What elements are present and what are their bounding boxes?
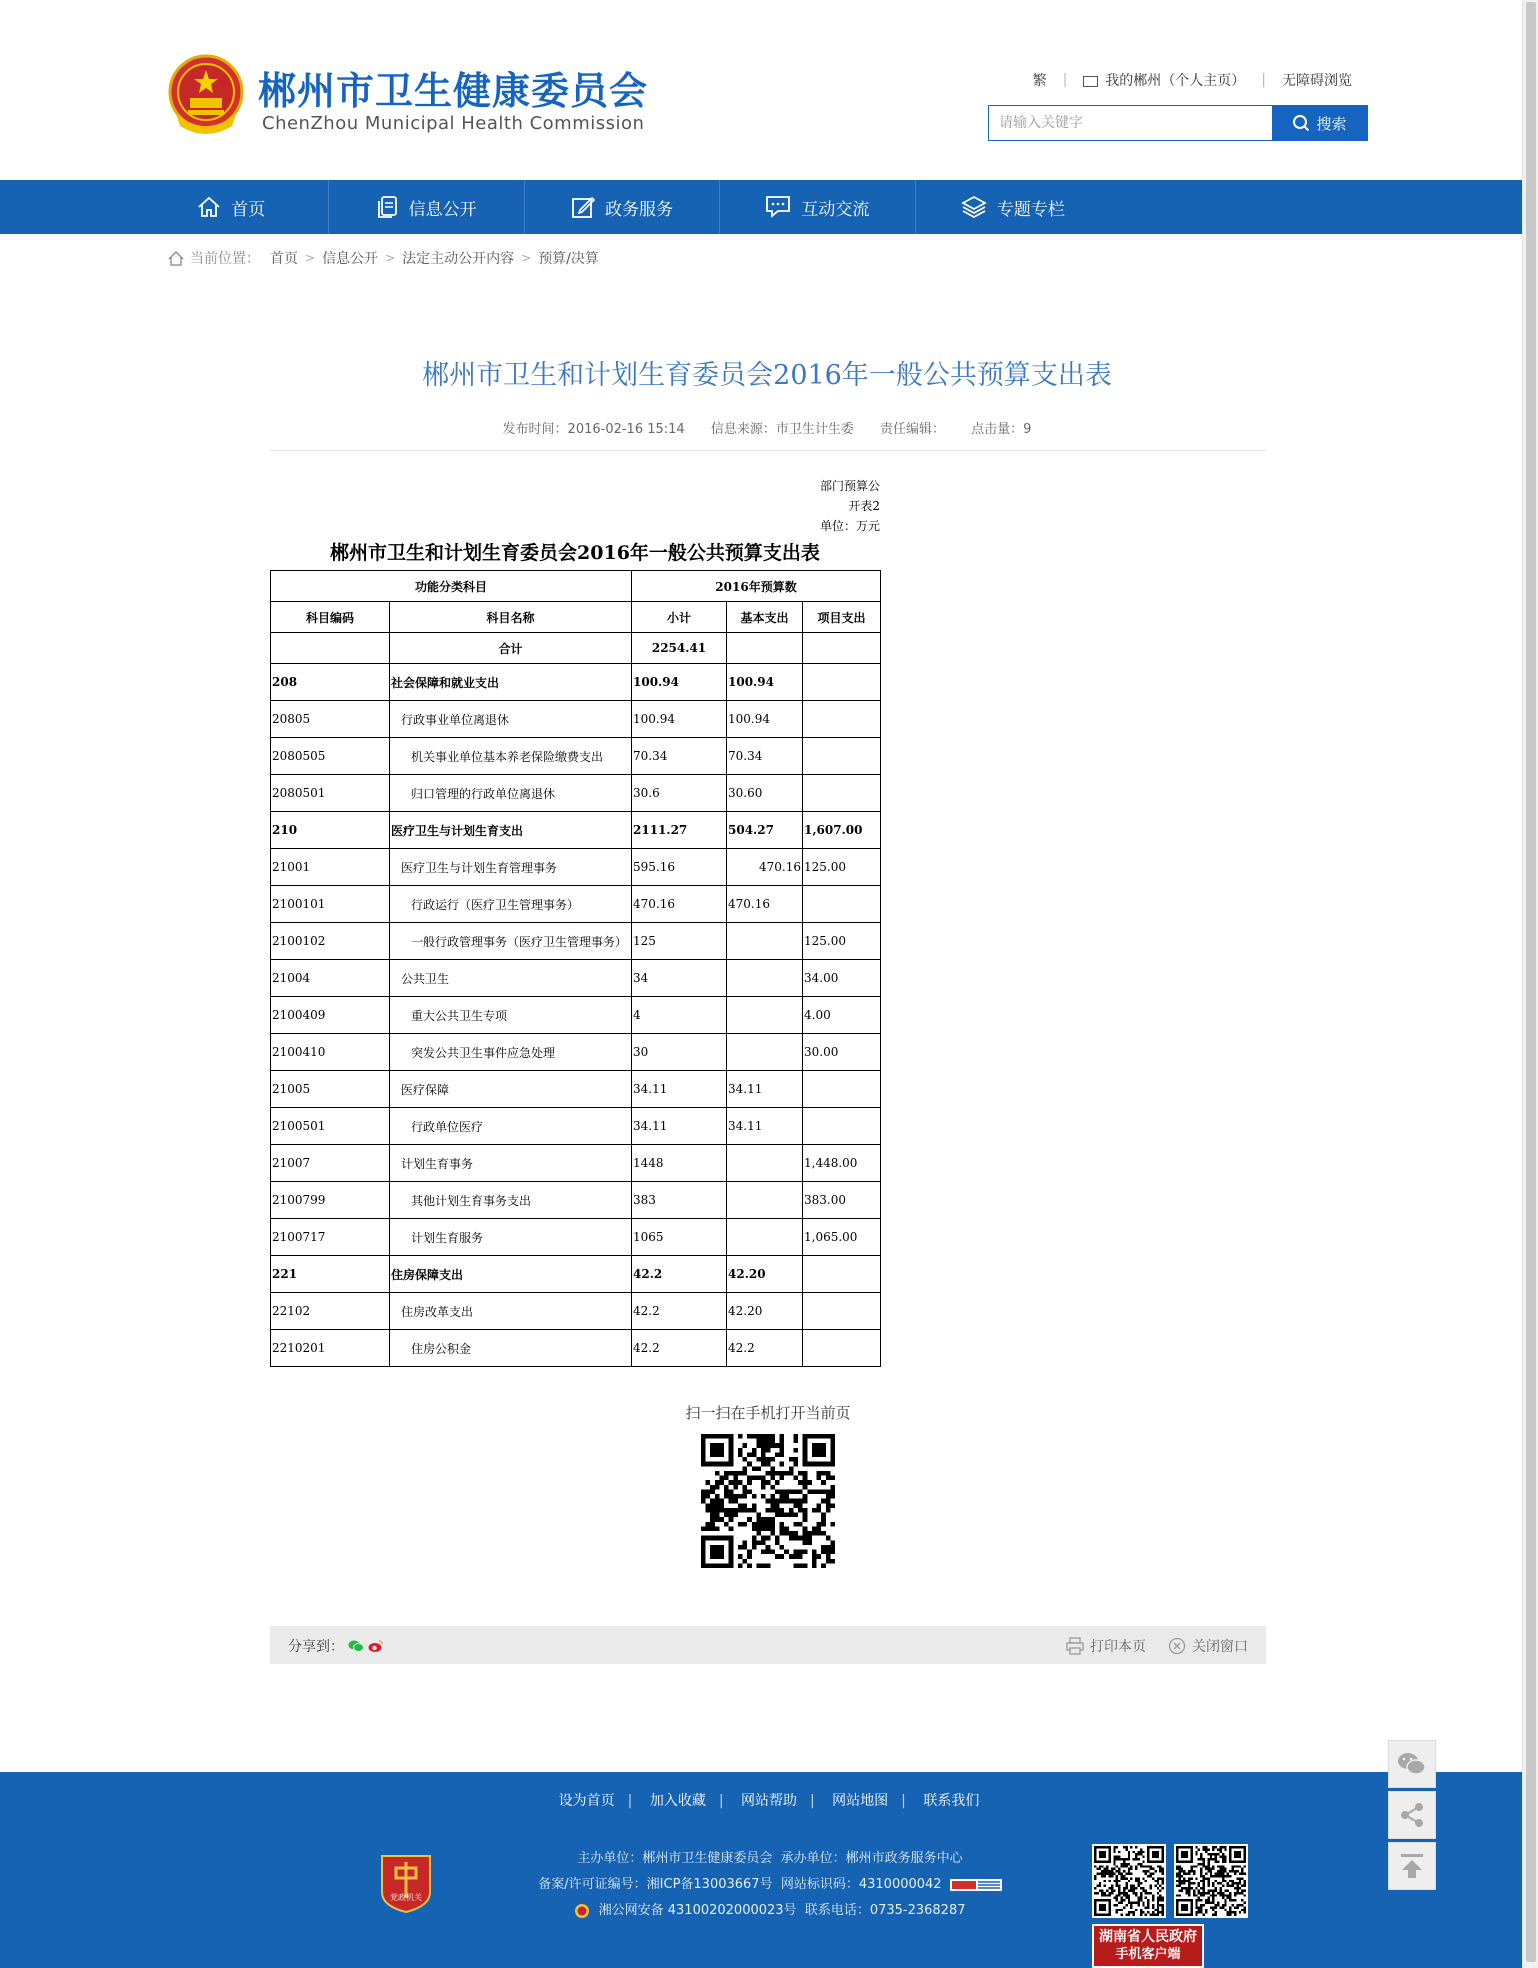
cell-basic: 100.94 — [727, 664, 803, 701]
cell-subtotal: 100.94 — [632, 701, 727, 738]
cell-code: 2100409 — [271, 997, 390, 1034]
breadcrumb-info-public[interactable]: 信息公开 — [322, 251, 379, 267]
cell-name: 社会保障和就业支出 — [390, 664, 632, 701]
print-label: 打印本页 — [1090, 1639, 1146, 1655]
table-row — [271, 1034, 881, 1071]
cell-project — [803, 1293, 881, 1330]
cell-project: 1,065.00 — [803, 1219, 881, 1256]
nav-label: 互动交流 — [801, 199, 870, 220]
police-badge-icon — [574, 1903, 590, 1919]
cell-code: 208 — [271, 664, 390, 701]
chevron-right-icon: > — [521, 251, 532, 265]
search-button-label: 搜索 — [1316, 114, 1347, 133]
cell-name: 医疗卫生与计划生育支出 — [390, 812, 632, 849]
table-row — [271, 923, 881, 960]
float-wechat-button[interactable] — [1388, 1740, 1436, 1788]
cell-project — [803, 738, 881, 775]
divider: | — [901, 1793, 906, 1809]
cell-name: 行政运行（医疗卫生管理事务） — [390, 886, 632, 923]
search-box — [988, 105, 1368, 141]
cell-subtotal: 42.2 — [632, 1330, 727, 1367]
search-input[interactable] — [989, 106, 1272, 140]
cell-subtotal: 125 — [632, 923, 727, 960]
cell-code: 2210201 — [271, 1330, 390, 1367]
qr-code-icon — [701, 1434, 835, 1568]
cell-code: 2100717 — [271, 1219, 390, 1256]
edit-icon — [571, 195, 595, 219]
home-icon — [197, 196, 221, 218]
cell-basic — [727, 997, 803, 1034]
cell-project: 125.00 — [803, 923, 881, 960]
accessible-browse-link[interactable]: 无障碍浏览 — [1282, 73, 1352, 89]
nav-label: 首页 — [231, 199, 266, 220]
cell-name: 重大公共卫生专项 — [390, 997, 632, 1034]
cell-project: 383.00 — [803, 1182, 881, 1219]
cell-project: 34.00 — [803, 960, 881, 997]
page-scrollbar[interactable] — [1522, 0, 1538, 1968]
total-row — [271, 633, 881, 664]
cell-project: 1,607.00 — [803, 812, 881, 849]
cell-project — [803, 701, 881, 738]
cell-project: 1,448.00 — [803, 1145, 881, 1182]
top-links — [1033, 70, 1352, 90]
view-count: 点击量：9 — [971, 422, 1032, 437]
national-emblem-icon — [168, 54, 244, 136]
party-government-badge[interactable] — [378, 1852, 434, 1914]
cell-basic: 42.2 — [727, 1330, 803, 1367]
float-share-button[interactable] — [1388, 1791, 1436, 1839]
cell-subtotal: 383 — [632, 1182, 727, 1219]
site-footer — [0, 1772, 1522, 1968]
cell-project — [803, 1071, 881, 1108]
cell-project: 30.00 — [803, 1034, 881, 1071]
cell-name: 医疗卫生与计划生育管理事务 — [390, 849, 632, 886]
total-code — [271, 633, 390, 664]
my-chenzhou-link[interactable]: 我的郴州（个人主页） — [1105, 73, 1246, 89]
cell-subtotal: 595.16 — [632, 849, 727, 886]
site-header — [0, 0, 1522, 180]
layers-icon — [961, 195, 987, 219]
table-row — [271, 812, 881, 849]
divider: | — [810, 1793, 815, 1809]
table-row — [271, 997, 881, 1034]
table-header-row — [271, 571, 881, 602]
cell-name: 计划生育服务 — [390, 1219, 632, 1256]
table-row — [271, 960, 881, 997]
cell-subtotal: 470.16 — [632, 886, 727, 923]
cell-name: 行政单位医疗 — [390, 1108, 632, 1145]
cell-project — [803, 1108, 881, 1145]
cell-code: 210 — [271, 812, 390, 849]
table-row — [271, 664, 881, 701]
total-label: 合计 — [390, 633, 632, 664]
cell-code: 2100101 — [271, 886, 390, 923]
weibo-icon[interactable] — [368, 1639, 384, 1653]
gov-badge-line: 手机客户端 — [1115, 1947, 1181, 1962]
cell-name: 突发公共卫生事件应急处理 — [390, 1034, 632, 1071]
col-code: 科目编码 — [271, 602, 390, 633]
footer-info — [500, 1846, 1040, 1924]
cell-project: 125.00 — [803, 849, 881, 886]
print-icon — [1066, 1637, 1084, 1655]
cell-basic — [727, 923, 803, 960]
host-unit: 主办单位：郴州市卫生健康委员会 — [577, 1851, 773, 1866]
cell-subtotal: 1065 — [632, 1219, 727, 1256]
cell-name: 归口管理的行政单位离退休 — [390, 775, 632, 812]
cell-name: 住房公积金 — [390, 1330, 632, 1367]
cell-code: 22102 — [271, 1293, 390, 1330]
col-basic: 基本支出 — [727, 602, 803, 633]
responsible-editor: 责任编辑： — [880, 422, 946, 437]
publish-time: 发布时间：2016-02-16 15:14 — [502, 422, 685, 437]
footer-qr-app — [1174, 1844, 1248, 1918]
table-row — [271, 1293, 881, 1330]
undertake-unit: 承办单位：郴州市政务服务中心 — [780, 1851, 963, 1866]
search-button[interactable] — [1272, 106, 1367, 140]
table-row — [271, 1108, 881, 1145]
table-row — [271, 1145, 881, 1182]
col-subtotal: 小计 — [632, 602, 727, 633]
divider — [270, 450, 1266, 451]
breadcrumb — [168, 248, 599, 268]
document-icon — [377, 195, 399, 219]
nav-item-home[interactable] — [134, 180, 329, 234]
close-icon — [1168, 1637, 1186, 1655]
cell-code: 221 — [271, 1256, 390, 1293]
nav-label: 政务服务 — [605, 199, 674, 220]
cell-basic — [727, 1219, 803, 1256]
cell-name: 行政事业单位离退休 — [390, 701, 632, 738]
cell-basic: 470.16 — [727, 849, 803, 886]
doc-note-line: 单位：万元 — [819, 519, 880, 533]
cell-basic: 470.16 — [727, 886, 803, 923]
cell-code: 2100799 — [271, 1182, 390, 1219]
site-verify-icon[interactable] — [950, 1879, 1002, 1891]
wechat-icon[interactable] — [348, 1639, 364, 1653]
cell-name: 计划生育事务 — [390, 1145, 632, 1182]
info-source: 信息来源：市卫生计生委 — [710, 422, 854, 437]
col-project: 项目支出 — [803, 602, 881, 633]
cell-name: 住房保障支出 — [390, 1256, 632, 1293]
cell-code: 21007 — [271, 1145, 390, 1182]
close-label: 关闭窗口 — [1192, 1639, 1248, 1655]
table-row — [271, 886, 881, 923]
cell-subtotal: 34.11 — [632, 1071, 727, 1108]
cell-project — [803, 664, 881, 701]
table-row — [271, 701, 881, 738]
total-project — [803, 633, 881, 664]
cell-code: 21001 — [271, 849, 390, 886]
party-badge-text: 党政机关 — [390, 1893, 422, 1902]
chat-icon — [765, 195, 791, 219]
police-record[interactable]: 湘公网安备 43100202000023号 — [598, 1903, 797, 1918]
footer-link-set-home[interactable]: 设为首页 — [558, 1793, 615, 1809]
site-code: 网站标识码：4310000042 — [780, 1877, 942, 1892]
header-group-left: 功能分类科目 — [271, 571, 632, 602]
divider: | — [1261, 72, 1266, 88]
cell-subtotal: 34 — [632, 960, 727, 997]
cell-subtotal: 30.6 — [632, 775, 727, 812]
cell-basic: 100.94 — [727, 701, 803, 738]
cell-name: 一般行政管理事务（医疗卫生管理事务） — [390, 923, 632, 960]
back-to-top-button[interactable] — [1388, 1842, 1436, 1890]
share-icon — [1398, 1801, 1426, 1829]
breadcrumb-home[interactable]: 首页 — [270, 251, 298, 267]
cell-project — [803, 886, 881, 923]
chevron-right-icon: > — [385, 251, 396, 265]
cell-subtotal: 4 — [632, 997, 727, 1034]
cell-name: 其他计划生育事务支出 — [390, 1182, 632, 1219]
cell-subtotal: 1448 — [632, 1145, 727, 1182]
cell-basic — [727, 960, 803, 997]
breadcrumb-prefix: 当前位置： — [190, 251, 260, 267]
col-name: 科目名称 — [390, 602, 632, 633]
qr-label: 扫一扫在手机打开当前页 — [685, 1404, 851, 1422]
cell-name: 医疗保障 — [390, 1071, 632, 1108]
cell-basic — [727, 1182, 803, 1219]
cell-code: 21005 — [271, 1071, 390, 1108]
total-basic — [727, 633, 803, 664]
site-title: 郴州市卫生健康委员会 — [258, 69, 649, 113]
footer-links — [0, 1790, 1538, 1810]
cell-subtotal: 30 — [632, 1034, 727, 1071]
cell-name: 住房改革支出 — [390, 1293, 632, 1330]
table-row — [271, 1219, 881, 1256]
cell-basic: 70.34 — [727, 738, 803, 775]
table-row — [271, 1182, 881, 1219]
close-window-button[interactable] — [1168, 1636, 1248, 1656]
cell-basic — [727, 1145, 803, 1182]
budget-table — [270, 570, 881, 1367]
monitor-icon — [1083, 76, 1098, 87]
cell-project: 4.00 — [803, 997, 881, 1034]
table-row — [271, 849, 881, 886]
doc-title: 郴州市卫生和计划生育委员会2016年一般公共预算支出表 — [330, 542, 820, 564]
cell-code: 2100410 — [271, 1034, 390, 1071]
qr-code-icon — [1176, 1846, 1246, 1916]
back-to-top-icon — [1399, 1852, 1425, 1880]
cell-code: 2100501 — [271, 1108, 390, 1145]
scrollbar-thumb[interactable] — [1526, 2, 1536, 1962]
floating-toolbar — [1388, 1740, 1436, 1893]
main-nav — [0, 180, 1522, 234]
footer-link-favorite[interactable]: 加入收藏 — [649, 1793, 706, 1809]
cell-project — [803, 1330, 881, 1367]
share-label: 分享到： — [288, 1639, 344, 1655]
divider: | — [627, 1793, 633, 1809]
nav-label: 信息公开 — [408, 199, 477, 220]
article-meta — [270, 418, 1264, 437]
cell-code: 20805 — [271, 701, 390, 738]
table-row — [271, 775, 881, 812]
table-row — [271, 1071, 881, 1108]
doc-note-line: 开表2 — [848, 499, 880, 513]
divider: | — [718, 1793, 724, 1809]
party-badge-icon — [378, 1852, 434, 1914]
cell-subtotal: 34.11 — [632, 1108, 727, 1145]
cell-subtotal: 42.2 — [632, 1256, 727, 1293]
cell-project — [803, 775, 881, 812]
divider: | — [1062, 72, 1068, 88]
gov-badge-line: 湖南省人民政府 — [1099, 1929, 1197, 1945]
table-row — [271, 1256, 881, 1293]
footer-link-sitemap[interactable]: 网站地图 — [832, 1793, 889, 1809]
header-group-right: 2016年预算数 — [632, 571, 881, 602]
cell-basic: 34.11 — [727, 1108, 803, 1145]
table-header-row — [271, 602, 881, 633]
icp-number[interactable]: 备案/许可证编号：湘ICP备13003667号 — [538, 1877, 773, 1892]
cell-subtotal: 70.34 — [632, 738, 727, 775]
nav-item-gov-service[interactable] — [525, 180, 720, 234]
search-icon — [1292, 114, 1310, 132]
cell-basic: 30.60 — [727, 775, 803, 812]
site-subtitle: ChenZhou Municipal Health Commission — [262, 113, 645, 134]
cell-name: 机关事业单位基本养老保险缴费支出 — [390, 738, 632, 775]
chevron-right-icon: > — [305, 251, 316, 265]
cell-basic: 42.20 — [727, 1293, 803, 1330]
table-row — [271, 1330, 881, 1367]
footer-link-contact[interactable]: 联系我们 — [923, 1793, 980, 1809]
cell-basic — [727, 1034, 803, 1071]
contact-phone: 联系电话：0735-2368287 — [804, 1903, 966, 1918]
nav-item-info-public[interactable] — [329, 180, 524, 234]
table-row — [271, 738, 881, 775]
article-title: 郴州市卫生和计划生育委员会2016年一般公共预算支出表 — [422, 360, 1112, 391]
cell-code: 21004 — [271, 960, 390, 997]
nav-item-special-topics[interactable] — [916, 180, 1110, 234]
cell-code: 2100102 — [271, 923, 390, 960]
home-icon — [168, 251, 184, 266]
footer-link-help[interactable]: 网站帮助 — [741, 1793, 797, 1809]
cell-basic: 504.27 — [727, 812, 803, 849]
traditional-chinese-link[interactable]: 繁 — [1032, 73, 1047, 89]
doc-note — [780, 476, 880, 536]
cell-name: 公共卫生 — [390, 960, 632, 997]
cell-basic: 34.11 — [727, 1071, 803, 1108]
footer-qr-wechat — [1092, 1844, 1166, 1918]
doc-note-line: 部门预算公 — [819, 479, 880, 493]
cell-basic: 42.20 — [727, 1256, 803, 1293]
cell-subtotal: 100.94 — [632, 664, 727, 701]
cell-subtotal: 2111.27 — [632, 812, 727, 849]
nav-item-interaction[interactable] — [720, 180, 915, 234]
cell-code: 2080505 — [271, 738, 390, 775]
share-bar — [270, 1626, 1266, 1664]
nav-label: 专题专栏 — [996, 199, 1065, 220]
qr-code-icon — [1094, 1846, 1164, 1916]
print-button[interactable] — [1066, 1636, 1146, 1656]
hunan-gov-app-badge[interactable] — [1092, 1924, 1204, 1968]
breadcrumb-statutory[interactable]: 法定主动公开内容 — [402, 251, 515, 267]
total-value: 2254.41 — [632, 633, 727, 664]
cell-code: 2080501 — [271, 775, 390, 812]
wechat-icon — [1397, 1751, 1427, 1777]
cell-project — [803, 1256, 881, 1293]
breadcrumb-budget[interactable]: 预算/决算 — [538, 251, 599, 267]
cell-subtotal: 42.2 — [632, 1293, 727, 1330]
